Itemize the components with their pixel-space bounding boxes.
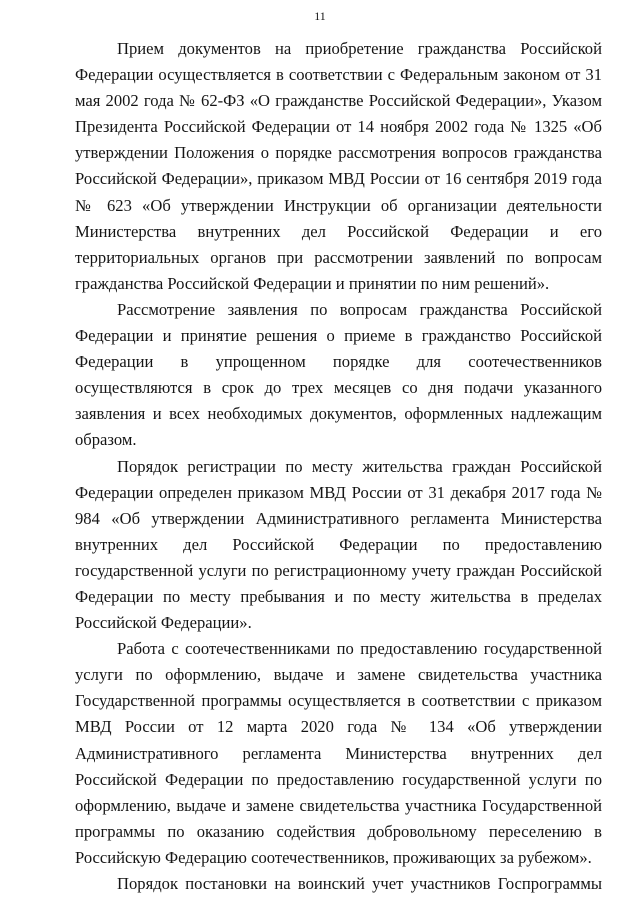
page-number: 11 bbox=[314, 9, 326, 23]
document-body bbox=[75, 36, 602, 897]
paragraph-residence-registration: Порядок регистрации по месту жительства граждан Российской Федерации определен приказом МВД России от 31 декабря 2017 года № 984 «Об утверждении Административного регламента Министерства внутренних дел Российской Федерации по предоставлению государственной услуги по регистрационному учету граждан Российской Федерации по месту пребывания и по месту жительства в пределах Российской Федерации». bbox=[75, 456, 602, 633]
paragraph-compatriots-certificate: Работа с соотечественниками по предоставлению государственной услуги по оформлению, выдаче и замене свидетельства участника Государственной программы осуществляется в соответствии с приказом МВД России от 12 марта 2020 года № 134 «Об утверждении Административного регламента Министерства внутренних дел Российской Федерации по предоставлению государственной услуги по оформлению, выдаче и замене свидетельства участника Государственной программы по оказанию содействия добровольному переселению в Российскую Федерацию соотечественников, проживающих за рубежом». bbox=[75, 639, 602, 867]
paragraph-citizenship-documents: Прием документов на приобретение гражданства Российской Федерации осуществляется в соответствии с Федеральным законом от 31 мая 2002 года № 62-ФЗ «О гражданстве Российской Федерации», Указом Президента Российской Федерации от 14 ноября 2002 года № 1325 «Об утверждении Положения о порядке рассмотрения вопросов гражданства Российской Федерации», приказом МВД России от 16 сентября 2019 года № 623 «Об утверждении Инструкции об организации деятельности Министерства внутренних дел Российской Федерации и его территориальных органов при рассмотрении заявлений по вопросам гражданства Российской Федерации и принятии по ним решений». bbox=[75, 39, 602, 293]
paragraph-military-registration: Порядок постановки на воинский учет участников Госпрограммы bbox=[117, 874, 602, 893]
paragraph-application-review: Рассмотрение заявления по вопросам гражданства Российской Федерации и принятие решения о приеме в гражданство Российской Федерации в упрощенном порядке для соотечественников осуществляются в срок до трех месяцев со дня подачи указанного заявления и всех необходимых документов, оформленных надлежащим образом. bbox=[75, 299, 602, 450]
